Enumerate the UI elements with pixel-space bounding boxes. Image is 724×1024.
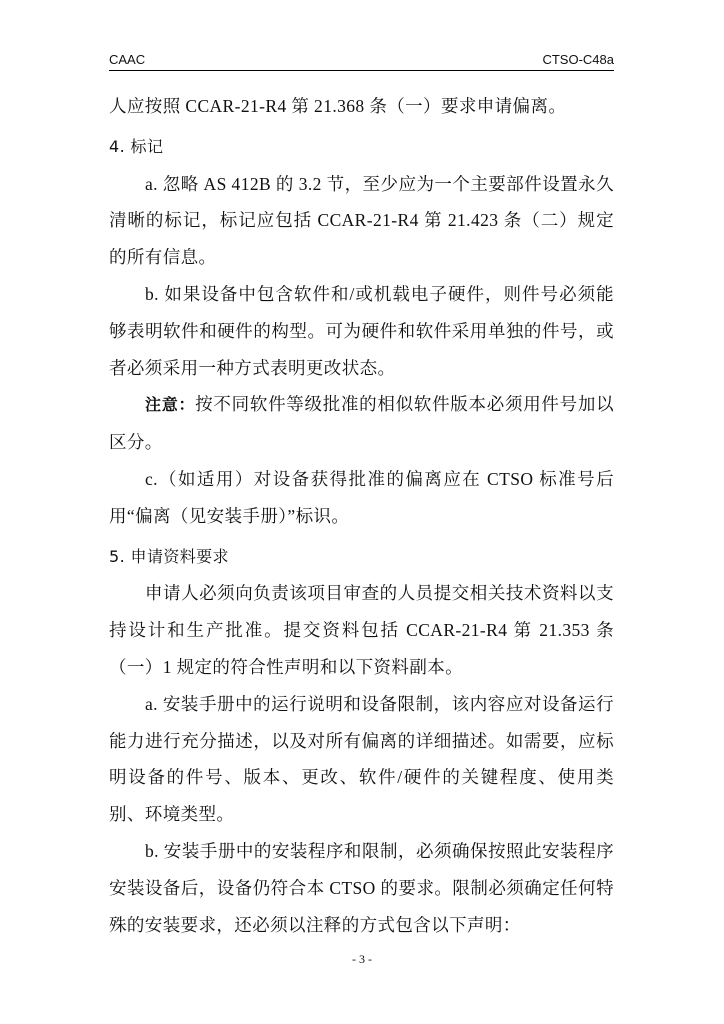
note-text: 按不同软件等级批准的相似软件版本必须用件号加以区分。 xyxy=(109,394,614,453)
header-org: CAAC xyxy=(109,52,146,67)
paragraph-5a: a. 安装手册中的运行说明和设备限制，该内容应对设备运行能力进行充分描述，以及对所有偏离的详细描述。如需要，应标明设备的件号、版本、更改、软件/硬件的关键程度、使用类别、环境类型。 xyxy=(109,693,614,825)
paragraph-4c: c.（如适用）对设备获得批准的偏离应在 CTSO 标准号后用“偏离（见安装手册）”标识。 xyxy=(109,468,614,526)
paragraph-5: 申请人必须向负责该项目审查的人员提交相关技术资料以支持设计和生产批准。提交资料包括 CCAR-21-R4 第 21.353 条（一）1 规定的符合性声明和以下资料副本。 xyxy=(109,583,614,677)
note-label: 注意： xyxy=(145,395,196,415)
paragraph-5b: b. 安装手册中的安装程序和限制，必须确保按照此安装程序安装设备后，设备仍符合本 CTSO 的要求。限制必须确定任何特殊的安装要求，还必须以注释的方式包含以下声明： xyxy=(109,840,614,935)
paragraph-continuation: 人应按照 CCAR-21-R4 第 21.368 条（一）要求申请偏离。 xyxy=(109,96,567,116)
section-heading-application-data: 5. 申请资料要求 xyxy=(109,546,229,566)
page-number: - 3 - xyxy=(352,952,372,966)
section-heading-marking: 4. 标记 xyxy=(109,136,164,156)
paragraph-4b: b. 如果设备中包含软件和/或机载电子硬件，则件号必须能够表明软件和硬件的构型。可为硬件和软件采用单独的件号，或者必须采用一种方式表明更改状态。 xyxy=(109,283,614,378)
note-paragraph xyxy=(109,386,614,461)
page-body xyxy=(109,88,614,943)
page-header xyxy=(109,52,614,71)
header-doc-id: CTSO-C48a xyxy=(542,52,614,67)
paragraph-4a: a. 忽略 AS 412B 的 3.2 节，至少应为一个主要部件设置永久清晰的标记，标记应包括 CCAR-21-R4 第 21.423 条（二）规定的所有信息。 xyxy=(109,173,614,268)
